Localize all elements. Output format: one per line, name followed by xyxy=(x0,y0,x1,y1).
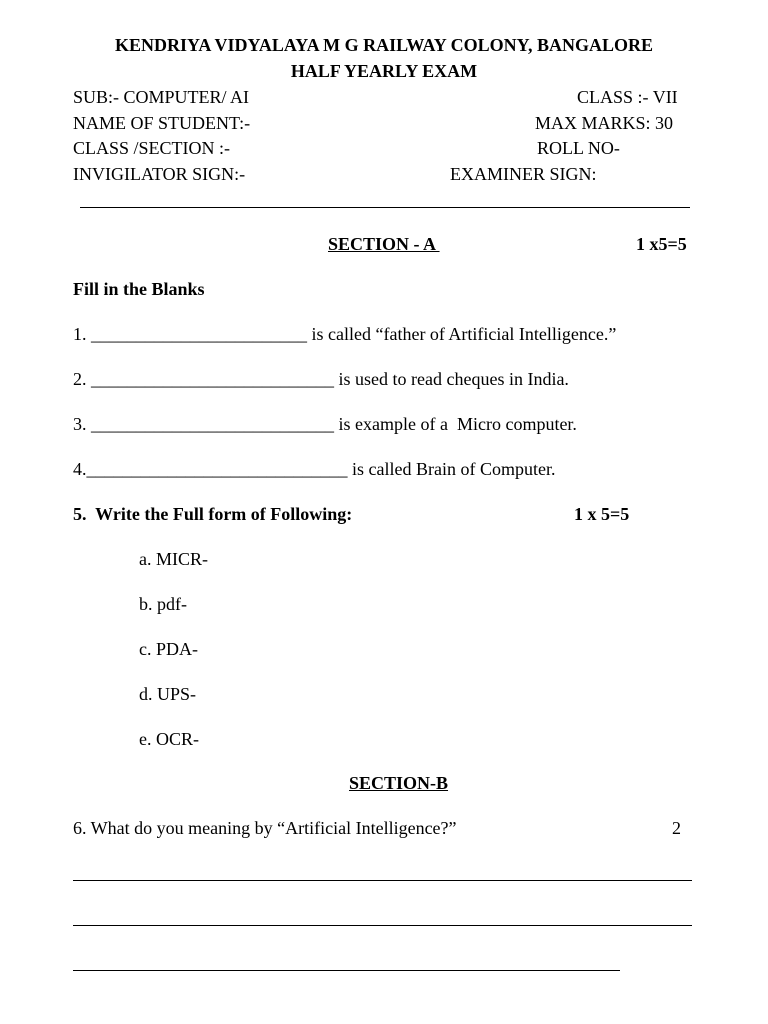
question-6-marks: 2 xyxy=(672,818,681,838)
abbreviation-item: d. UPS- xyxy=(139,684,197,704)
question-2-number: 2. xyxy=(73,369,91,389)
question-5-heading: 5. Write the Full form of Following: xyxy=(73,504,353,524)
question-1-text: is called “father of Artificial Intelligence.” xyxy=(307,324,617,344)
question-3 xyxy=(73,413,577,435)
section-a-title: SECTION - A xyxy=(328,234,440,254)
question-1 xyxy=(73,323,616,345)
max-marks-label: MAX MARKS: 30 xyxy=(535,113,674,133)
section-b-title: SECTION-B xyxy=(349,773,449,793)
class-label: CLASS :- VII xyxy=(577,87,678,107)
answer-blank[interactable]: ________________________ xyxy=(91,324,307,344)
fill-blanks-heading: Fill in the Blanks xyxy=(73,279,205,299)
question-2 xyxy=(73,368,569,390)
question-2-text: is used to read cheques in India. xyxy=(334,369,569,389)
question-6: 6. What do you meaning by “Artificial Intelligence?” xyxy=(73,818,457,838)
exam-title: HALF YEARLY EXAM xyxy=(290,61,478,81)
question-5-marks: 1 x 5=5 xyxy=(574,504,630,524)
answer-blank[interactable]: ___________________________ xyxy=(91,414,334,434)
invigilator-sign-label: INVIGILATOR SIGN:- xyxy=(73,164,246,184)
question-1-number: 1. xyxy=(73,324,91,344)
roll-no-label: ROLL NO- xyxy=(537,138,620,158)
school-name: KENDRIYA VIDYALAYA M G RAILWAY COLONY, BANGALORE xyxy=(115,35,653,55)
abbreviation-item: a. MICR- xyxy=(139,549,208,569)
answer-blank[interactable]: ___________________________ xyxy=(91,369,334,389)
abbreviation-item: c. PDA- xyxy=(139,639,198,659)
answer-line[interactable] xyxy=(73,925,692,926)
subject-label: SUB:- COMPUTER/ AI xyxy=(73,87,250,107)
student-name-label: NAME OF STUDENT:- xyxy=(73,113,251,133)
answer-line[interactable] xyxy=(73,880,692,881)
abbreviation-item: e. OCR- xyxy=(139,729,199,749)
answer-line[interactable] xyxy=(73,970,620,971)
question-4-text: is called Brain of Computer. xyxy=(347,459,556,479)
question-3-number: 3. xyxy=(73,414,91,434)
question-3-text: is example of a Micro computer. xyxy=(334,414,577,434)
examiner-sign-label: EXAMINER SIGN: xyxy=(450,164,597,184)
header-divider xyxy=(80,207,690,208)
answer-blank[interactable]: _____________________________ xyxy=(86,459,348,479)
question-4-number: 4. xyxy=(73,459,87,479)
class-section-label: CLASS /SECTION :- xyxy=(73,138,231,158)
question-4 xyxy=(73,458,555,480)
section-a-marks: 1 x5=5 xyxy=(636,234,687,254)
abbreviation-item: b. pdf- xyxy=(139,594,187,614)
